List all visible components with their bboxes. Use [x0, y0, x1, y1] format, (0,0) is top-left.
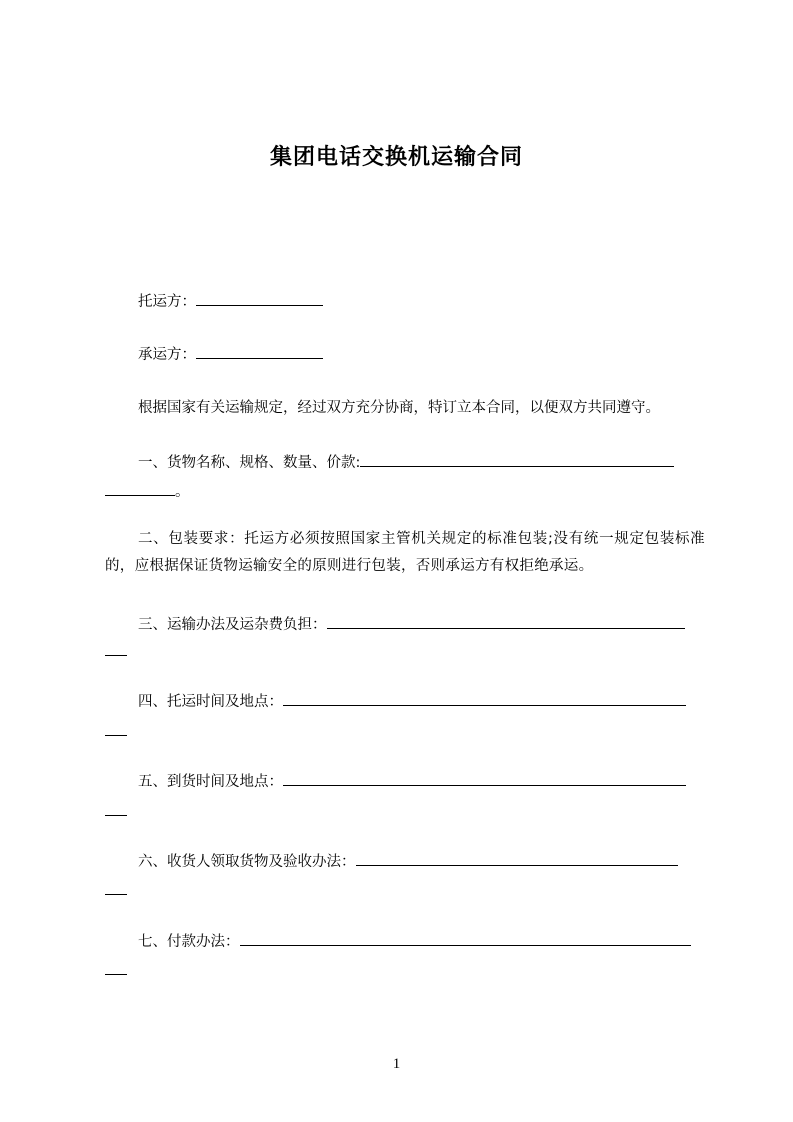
clause-7-blank-2[interactable] [105, 973, 127, 975]
clause-4-blank-2[interactable] [105, 734, 127, 736]
shipper-line [138, 291, 323, 312]
clause-3-line [138, 614, 685, 635]
clause-6-blank-2[interactable] [105, 893, 127, 895]
clause-5-blank[interactable] [283, 771, 686, 786]
clause-1-continuation [105, 481, 190, 502]
preamble: 根据国家有关运输规定，经过双方充分协商，特订立本合同，以便双方共同遵守。 [138, 400, 660, 416]
carrier-line [138, 344, 323, 365]
clause-1-end: 。 [175, 484, 190, 500]
shipper-label: 托运方： [138, 294, 196, 310]
clause-6-text: 六、收货人领取货物及验收办法： [138, 854, 356, 870]
clause-7-blank[interactable] [240, 931, 691, 946]
clause-5-blank-2[interactable] [105, 814, 127, 816]
clause-6-blank[interactable] [356, 851, 678, 866]
clause-5-text: 五、到货时间及地点： [138, 774, 283, 790]
clause-1-text: 一、货物名称、规格、数量、价款: [138, 455, 361, 471]
clause-7-line [138, 931, 691, 952]
shipper-blank[interactable] [196, 291, 323, 306]
document-title: 集团电话交换机运输合同 [269, 145, 523, 170]
page-number: 1 [392, 1056, 401, 1072]
clause-3-blank[interactable] [327, 614, 685, 629]
clause-1-blank-2[interactable] [105, 481, 175, 496]
clause-4-line [138, 691, 686, 712]
clause-5-line [138, 771, 686, 792]
carrier-blank[interactable] [196, 344, 323, 359]
clause-6-line [138, 851, 678, 872]
clause-4-blank[interactable] [283, 691, 686, 706]
clause-7-text: 七、付款办法： [138, 934, 240, 950]
clause-3-text: 三、运输办法及运杂费负担： [138, 617, 327, 633]
clause-3-blank-2[interactable] [105, 654, 127, 656]
clause-1-blank[interactable] [360, 452, 674, 467]
carrier-label: 承运方： [138, 347, 196, 363]
clause-1-line [138, 452, 674, 473]
clause-4-text: 四、托运时间及地点： [138, 694, 283, 710]
clause-2: 二、包装要求：托运方必须按照国家主管机关规定的标准包装;没有统一规定包装标准的，应根据保证货物运输安全的原则进行包装，否则承运方有权拒绝承运。 [105, 531, 705, 574]
